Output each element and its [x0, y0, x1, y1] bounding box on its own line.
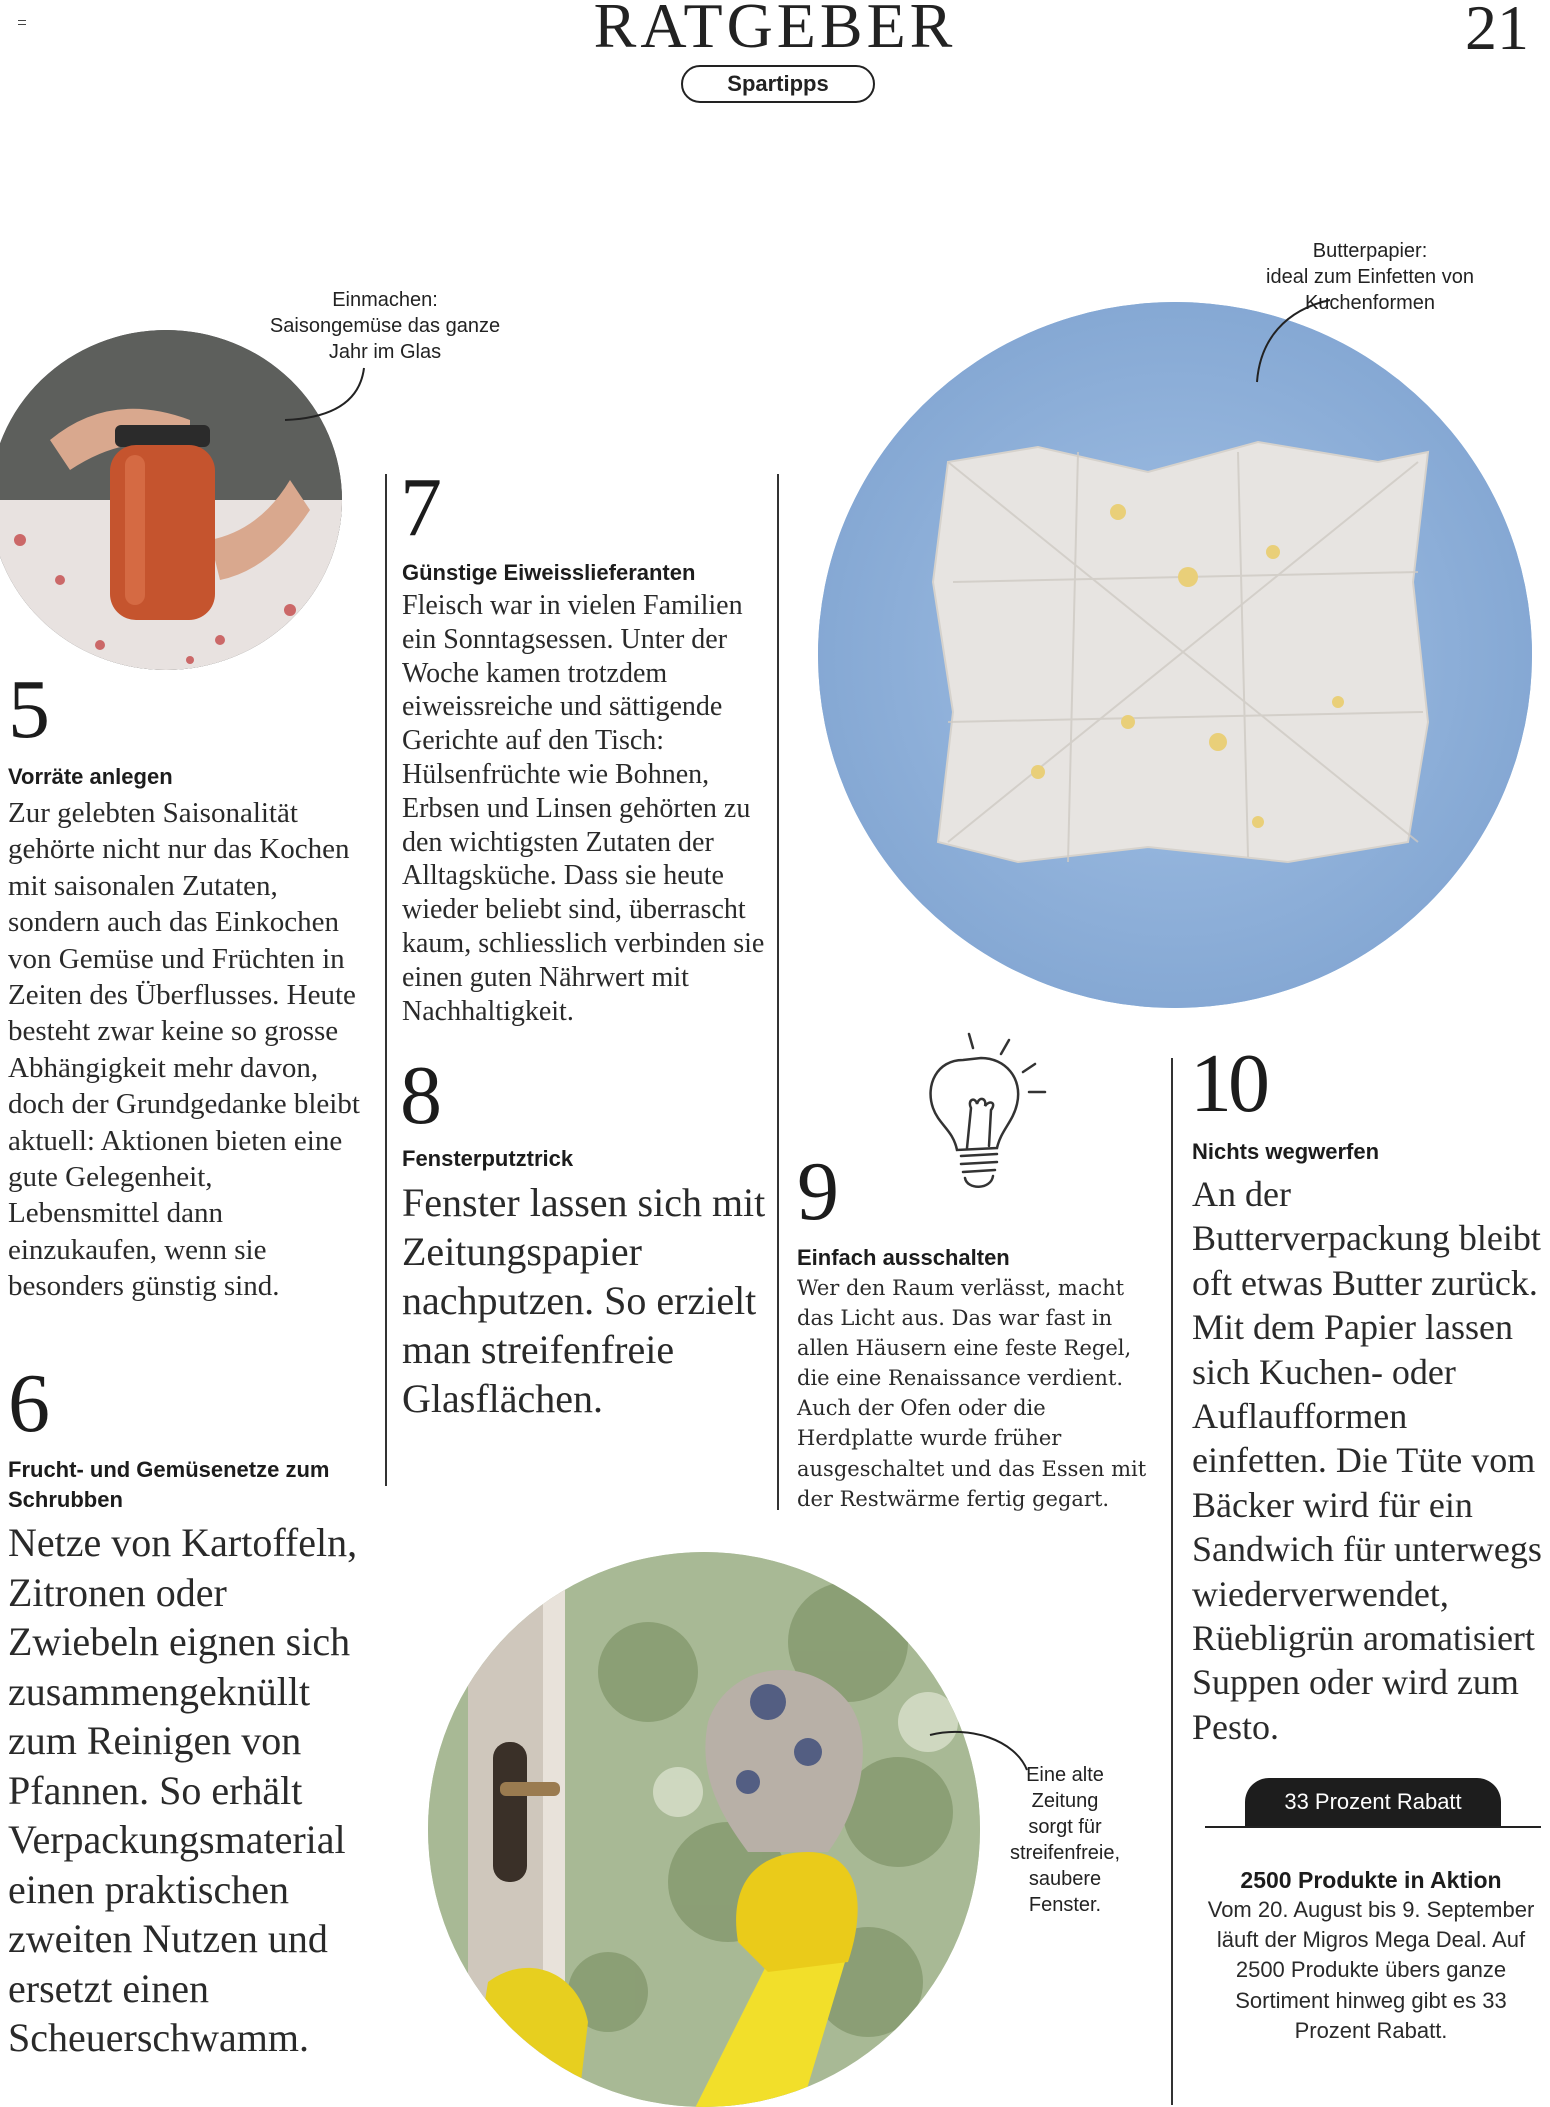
- tip-6-number: 6: [8, 1357, 50, 1450]
- butter-caption: Butterpapier: ideal zum Einfetten von Kuchenformen: [1266, 240, 1474, 314]
- tip-6-body: Netze von Kartoffeln, Zitronen oder Zwiebeln eignen sich zusammengeknüllt zum Reinigen von Pfannen. So erhält Verpackungsmaterial einen praktischen zweiten Nutzen und ersetzt einen Scheuerschwamm.: [8, 1520, 358, 2060]
- tip-7-number: 7: [400, 461, 442, 554]
- butter-paper-photo: [818, 302, 1532, 1008]
- lightbulb-icon: [905, 1030, 1055, 1210]
- tip-7-body: Fleisch war in vielen Familien ein Sonntagsessen. Unter der Woche kamen trotzdem eiweissreiche und sättigende Gerichte auf den Tisch: Hülsenfrüchte wie Bohnen, Erbsen und Linsen gehörten zu den wichtigsten Zutaten der Alltagsküche. Dass sie heute wieder beliebt sind, überrascht kaum, schliesslich verbinden sie einen guten Nährwert mit Nachhaltigkeit.: [402, 590, 765, 1027]
- tip-5-number: 5: [8, 663, 50, 756]
- column-rule-2: [777, 474, 779, 1510]
- newspaper-caption: Eine alte Zeitung sorgt für streifenfreie, saubere Fenster.: [1009, 1764, 1121, 1916]
- tip-6-heading: Frucht- und Gemüsenetze zum Schrubben: [8, 1457, 330, 1512]
- tip-10-number: 10: [1190, 1037, 1266, 1130]
- window-cleaning-photo: [428, 1552, 980, 2107]
- corner-mark: [18, 20, 26, 25]
- tip-10-body: An der Butterverpackung bleibt oft etwas Butter zurück. Mit dem Papier lassen sich Kuchen- oder Auflaufformen einfetten. Die Tüte vom Bäcker wird für ein Sandwich für unterwegs wiederverwendet, Rüebligrün aromatisiert Suppen oder wird zum Pesto.: [1192, 1174, 1542, 1747]
- promo-heading: 2500 Produkte in Aktion: [1240, 1867, 1502, 1893]
- tip-8-body: Fenster lassen sich mit Zeitungspapier nachputzen. So erzielt man streifenfreie Glasflächen.: [402, 1180, 766, 1421]
- section-pill: Spartipps: [681, 65, 875, 103]
- page-title: RATGEBER: [593, 0, 957, 61]
- column-rule-3: [1171, 1058, 1173, 2105]
- column-rule-1: [385, 474, 387, 1486]
- tip-8-heading: Fensterputztrick: [402, 1146, 574, 1171]
- jar-caption-pointer: [280, 360, 370, 430]
- tip-7-heading: Günstige Eiweisslieferanten: [402, 560, 696, 585]
- tip-9-heading: Einfach ausschalten: [797, 1245, 1010, 1270]
- promo-badge-line: [1205, 1826, 1541, 1828]
- tip-9-body: Wer den Raum verlässt, macht das Licht aus. Das war fast in allen Häusern eine feste Regel, die eine Renaissance verdient. Auch der Ofen oder die Herdplatte wurde früher ausgeschaltet und das Essen mit der Restwärme fertig gegart.: [797, 1276, 1147, 1511]
- tip-9-number: 9: [797, 1145, 839, 1238]
- tip-5-body: Zur gelebten Saisonalität gehörte nicht nur das Kochen mit saisonalen Zutaten, sondern auch das Einkochen von Gemüse und Früchten in Zeiten des Überflusses. Heute besteht zwar keine so grosse Abhängigkeit mehr davon, doch der Grundgedanke bleibt aktuell: Aktionen bieten eine gute Gelegenheit, Lebensmittel dann einzukaufen, wenn sie besonders günstig sind.: [8, 797, 360, 1303]
- tip-10-heading: Nichts wegwerfen: [1192, 1139, 1380, 1164]
- tip-8-number: 8: [400, 1049, 442, 1142]
- jar-caption: Einmachen: Saisongemüse das ganze Jahr im Glas: [269, 289, 501, 363]
- tip-5-heading: Vorräte anlegen: [8, 764, 173, 789]
- promo-body: Vom 20. August bis 9. September läuft der Migros Mega Deal. Auf 2500 Produkte übers ganze Sortiment hinweg gibt es 33 Prozent Rabatt.: [1207, 1897, 1535, 2043]
- page-number: 21: [1465, 0, 1529, 63]
- promo-badge: 33 Prozent Rabatt: [1245, 1778, 1501, 1826]
